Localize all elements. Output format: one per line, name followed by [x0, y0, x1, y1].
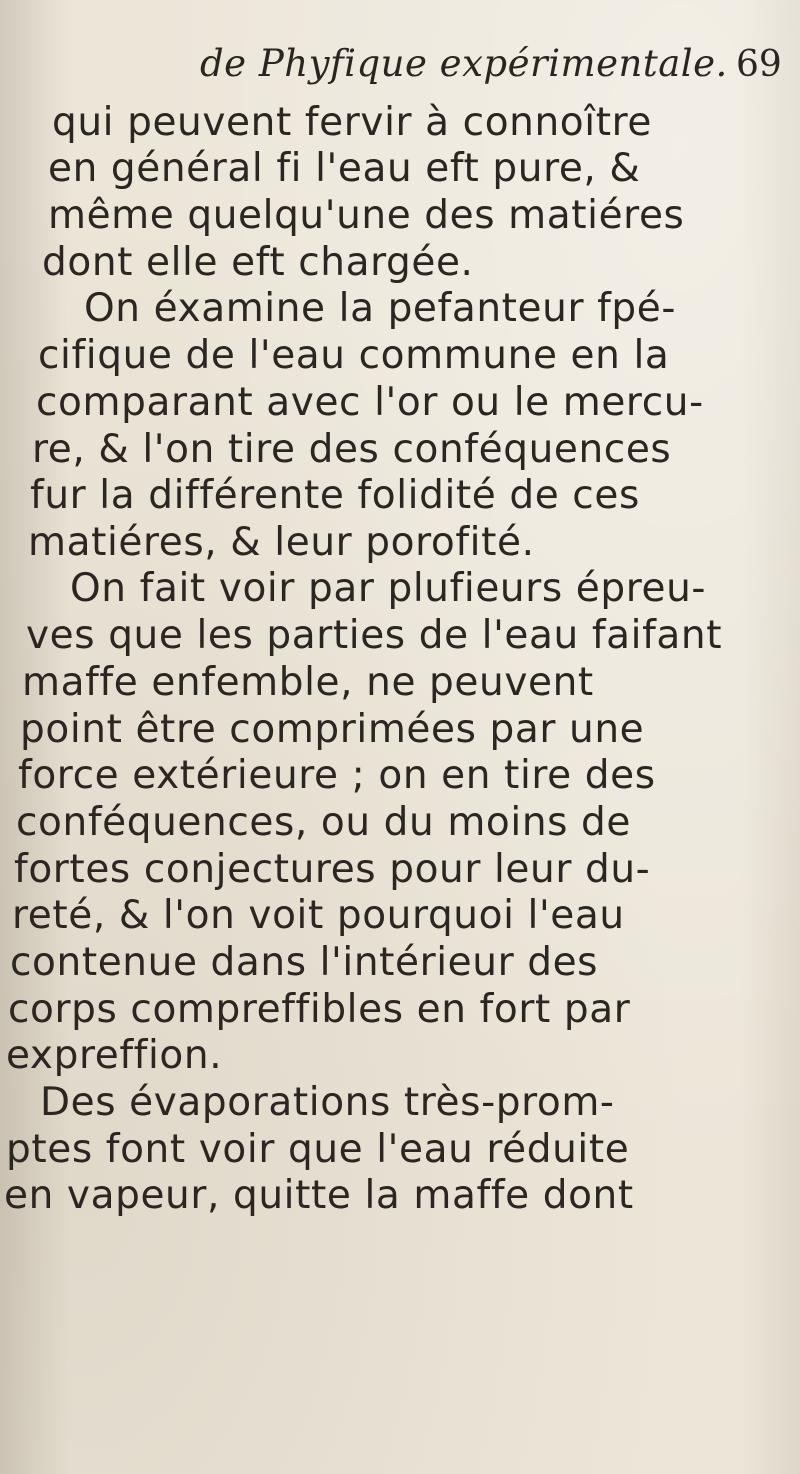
text-line: On fait voir par plufieurs épreu-	[70, 566, 707, 611]
text-line: dont elle eft chargée.	[42, 240, 474, 285]
running-head: de Phyfique expérimentale.	[200, 42, 728, 85]
text-line: point être comprimées par une	[20, 707, 645, 752]
text-line: conféquences, ou du moins de	[16, 800, 631, 845]
text-line: en général fi l'eau eft pure, &	[48, 146, 641, 191]
text-line: fur la différente folidité de ces	[30, 473, 640, 518]
text-line: cifique de l'eau commune en la	[38, 333, 670, 378]
text-line: expreffion.	[6, 1033, 223, 1078]
text-line: en vapeur, quitte la maffe dont	[4, 1173, 634, 1218]
text-line: ves que les parties de l'eau faifant	[26, 613, 723, 658]
text-line: On éxamine la pefanteur fpé-	[84, 286, 677, 331]
page-number: 69	[736, 44, 782, 85]
text-line: Des évaporations très-prom-	[40, 1080, 615, 1125]
text-line: reté, & l'on voit pourquoi l'eau	[12, 893, 625, 938]
text-line: force extérieure ; on en tire des	[18, 753, 656, 798]
text-line: qui peuvent fervir à connoître	[52, 100, 652, 145]
text-line: fortes conjectures pour leur du-	[14, 847, 651, 892]
text-line: ptes font voir que l'eau réduite	[6, 1127, 630, 1172]
text-line: maffe enfemble, ne peuvent	[22, 660, 594, 705]
text-line: corps compreffibles en fort par	[8, 987, 631, 1032]
page-header	[0, 42, 800, 98]
text-line: contenue dans l'intérieur des	[10, 940, 599, 985]
text-line: re, & l'on tire des conféquences	[32, 427, 672, 472]
text-line: comparant avec l'or ou le mercu-	[36, 380, 704, 425]
text-line: matiéres, & leur porofité.	[28, 520, 535, 565]
text-line: même quelqu'une des matiéres	[48, 193, 685, 238]
